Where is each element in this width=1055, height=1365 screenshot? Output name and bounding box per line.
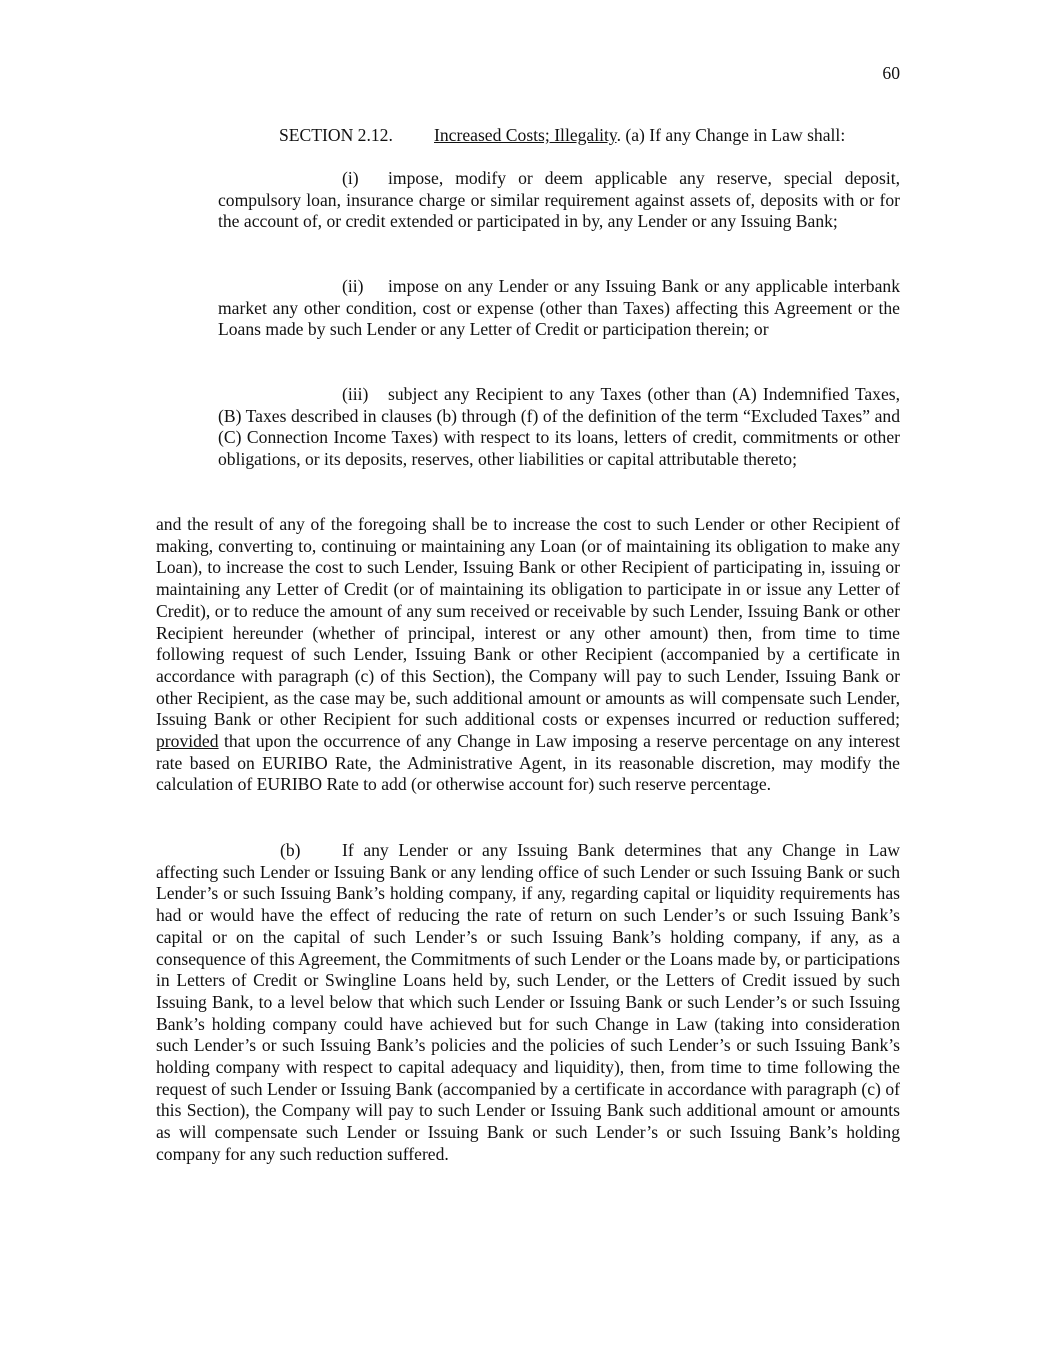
clause-i bbox=[218, 168, 900, 233]
result-paragraph bbox=[156, 514, 900, 796]
paragraph-number: (b) bbox=[280, 840, 301, 860]
clause-text: subject any Recipient to any Taxes (other than (A) Indemnified Taxes, (B) Taxes described in clauses (b) through (f) of the definition of the term “Excluded Taxes” and (C) Connection Income Taxes) with respect to its loans, letters of credit, commitments or other obligations, or its deposits, reserves, other liabilities or capital attributable thereto; bbox=[218, 384, 900, 470]
page-number: 60 bbox=[882, 63, 900, 83]
provided-term: provided bbox=[156, 731, 219, 752]
section-title: Increased Costs; Illegality bbox=[434, 125, 617, 145]
clause-number: (ii) bbox=[342, 276, 364, 296]
section-number: SECTION 2.12. bbox=[279, 125, 393, 145]
clause-text: impose, modify or deem applicable any reserve, special deposit, compulsory loan, insurance charge or similar requirement against assets of, deposits with or for the account of, or credit extended or participated in by, any Lender or any Issuing Bank; bbox=[218, 168, 900, 232]
clause-text: impose on any Lender or any Issuing Bank or any applicable interbank market any other condition, cost or expense (other than Taxes) affecting this Agreement or the Loans made by such Lender or any Letter of Credit or participation therein; or bbox=[218, 276, 900, 340]
result-text-after: that upon the occurrence of any Change in Law imposing a reserve percentage on any interest rate based on EURIBO Rate, the Administrative Agent, in its reasonable discretion, may modify the calculation of EURIBO Rate to add (or otherwise account for) such reserve percentage. bbox=[156, 731, 900, 795]
clause-iii bbox=[218, 384, 900, 471]
clause-number: (i) bbox=[342, 168, 359, 188]
paragraph-b bbox=[156, 840, 900, 1166]
clause-number: (iii) bbox=[342, 384, 369, 404]
section-intro: . (a) If any Change in Law shall: bbox=[616, 125, 846, 145]
section-heading bbox=[279, 125, 919, 147]
paragraph-b-text: If any Lender or any Issuing Bank determines that any Change in Law affecting such Lender or Issuing Bank or any lending office of such Lender or such Issuing Bank or such Lender’s or such Issuing Bank’s holding company, if any, regarding capital or liquidity requirements has had or would have the effect of reducing the rate of return on such Lender’s or such Issuing Bank’s capital or on the capital of such Lender’s or such Issuing Bank’s holding company, if any, as a consequence of this Agreement, the Commitments of such Lender or the Loans made by, or participations in Letters of Credit or Swingline Loans held by, such Lender, or the Letters of Credit issued by such Issuing Bank, to a level below that which such Lender or Issuing Bank or such Lender’s or such Issuing Bank’s holding company could have achieved but for such Change in Law (taking into consideration such Lender’s or such Issuing Bank’s policies and the policies of such Lender’s or such Issuing Bank’s holding company with respect to capital adequacy and liquidity), then, from time to time following the request of such Lender or Issuing Bank (accompanied by a certificate in accordance with paragraph (c) of this Section), the Company will pay to such Lender or Issuing Bank such additional amount or amounts as will compensate such Lender or Issuing Bank or such Lender’s or such Issuing Bank’s holding company for any such reduction suffered. bbox=[156, 840, 900, 1164]
clause-ii bbox=[218, 276, 900, 341]
result-text-before: and the result of any of the foregoing shall be to increase the cost to such Lender or other Recipient of making, converting to, continuing or maintaining any Loan (or of maintaining its obligation to make any Loan), to increase the cost to such Lender, Issuing Bank or other Recipient of participating in, issuing or maintaining any Letter of Credit (or of maintaining its obligation to participate in or issue any Letter of Credit), or to reduce the amount of any sum received or receivable by such Lender, Issuing Bank or other Recipient hereunder (whether of principal, interest or any other amount) then, from time to time following request of such Lender, Issuing Bank or other Recipient (accompanied by a certificate in accordance with paragraph (c) of this Section), the Company will pay to such Lender, Issuing Bank or other Recipient, as the case may be, such additional amount or amounts as will compensate such Lender, Issuing Bank or other Recipient for such additional costs or expenses incurred or reduction suffered; bbox=[156, 514, 900, 730]
